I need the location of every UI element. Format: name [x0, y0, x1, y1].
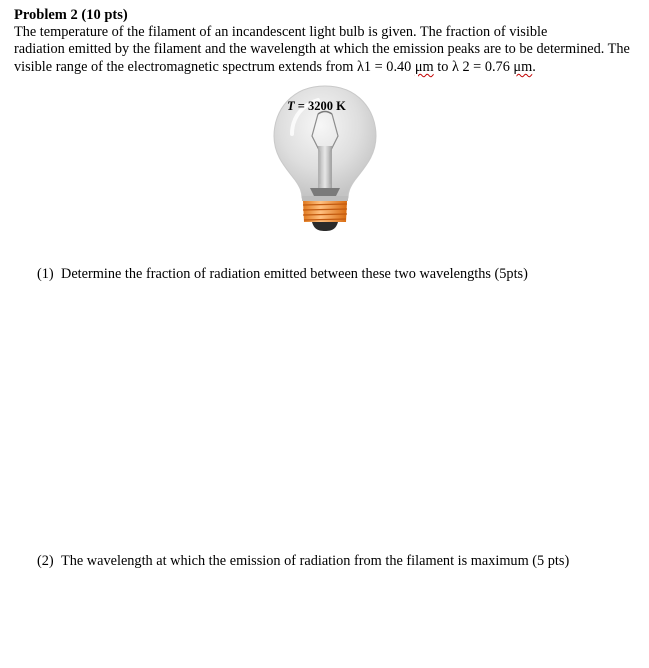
question-1-number: (1) [37, 266, 54, 282]
question-2 [37, 553, 569, 570]
statement-line-3 [14, 59, 644, 76]
statement-line-3-b: to λ 2 = 0.76 [433, 58, 514, 75]
question-1 [37, 266, 528, 283]
temperature-label [287, 99, 346, 113]
problem-statement [14, 24, 644, 76]
temperature-symbol: T [287, 99, 295, 113]
problem-title: Problem 2 (10 pts) [14, 7, 128, 23]
unit-micrometer-2: μm [513, 58, 533, 75]
temperature-value: = 3200 K [294, 99, 346, 113]
statement-line-3-a: visible range of the electromagnetic spectrum extends from λ1 = 0.40 [14, 58, 415, 75]
statement-line-3-c: . [532, 58, 536, 75]
question-2-number: (2) [37, 553, 54, 569]
question-2-text: The wavelength at which the emission of radiation from the filament is maximum (5 pts) [61, 553, 570, 569]
question-1-text: Determine the fraction of radiation emitted between these two wavelengths (5pts) [61, 266, 528, 282]
unit-micrometer-1: μm [414, 58, 434, 75]
statement-line-2: radiation emitted by the filament and the wavelength at which the emission peaks are to be determined. The [14, 41, 630, 58]
statement-line-1: The temperature of the filament of an incandescent light bulb is given. The fraction of visible [14, 24, 548, 40]
